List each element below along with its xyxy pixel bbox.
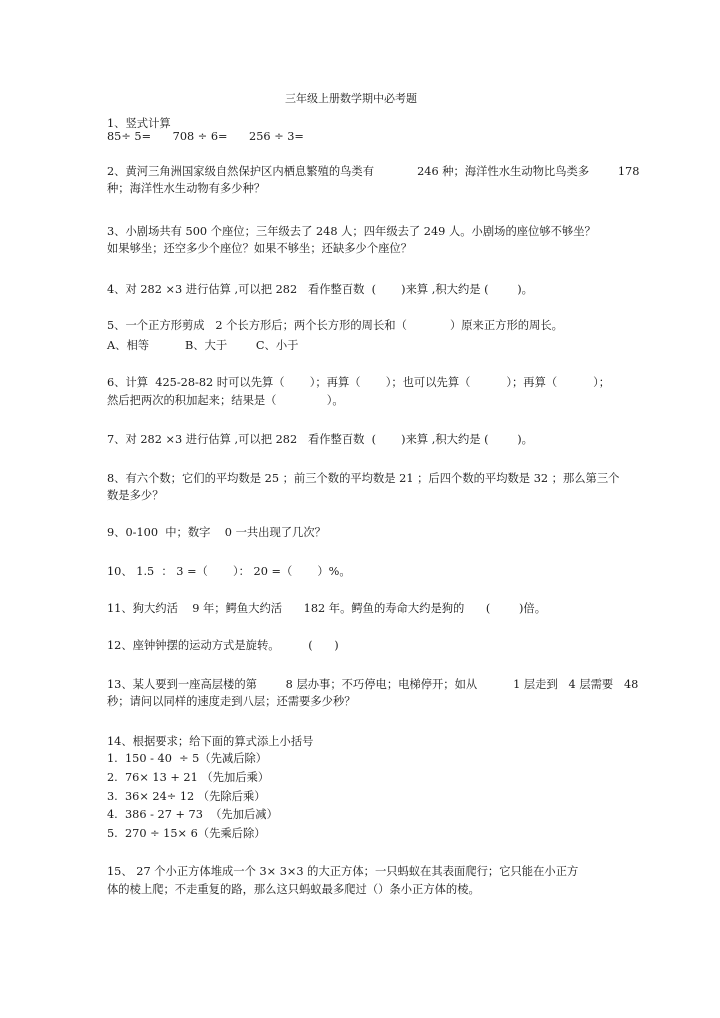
text-line: 3、小剧场共有 500 个座位；三年级去了 248 人；四年级去了 249 人。小剧场的座位够不够坐？: [107, 225, 596, 238]
text-line: 5. 270 ÷ 15× 6（先乘后除）: [107, 827, 266, 840]
text-line: 种；海洋性水生动物有多少种？: [107, 182, 266, 195]
text-line: 5、一个正方形剪成 2 个长方形后；两个长方形的周长和（ ）原来正方形的周长。: [107, 319, 563, 332]
text-line: 3. 36× 24÷ 12 （先除后乘）: [107, 790, 266, 803]
text-line: 如果够坐；还空多少个座位？如果不够坐；还缺多少个座位？: [107, 242, 413, 255]
text-line: 然后把两次的积加起来；结果是（ ）。: [107, 394, 344, 407]
text-line: 6、计算 425-28-82 时可以先算（ ）；再算（ ）；也可以先算（ ）；再算（ ）；: [107, 376, 611, 389]
text-line: 4、对 282 ×3 进行估算 ,可以把 282 看作整百数 ( )来算 ,积大约是 ( )。: [107, 283, 533, 296]
text-line: 2. 76× 13 + 21 （先加后乘）: [107, 771, 270, 784]
text-line: 14、根据要求；给下面的算式添上小括号: [107, 735, 314, 748]
text-line: 数是多少？: [107, 489, 164, 502]
text-line: 体的棱上爬；不走重复的路，那么这只蚂蚁最多爬过（）条小正方体的棱。: [107, 883, 480, 896]
text-line: 9、0-100 中；数字 0 一共出现了几次？: [107, 526, 326, 539]
text-line: 7、对 282 ×3 进行估算 ,可以把 282 看作整百数 ( )来算 ,积大约是 ( )。: [107, 433, 533, 446]
text-line: 4. 386 - 27 + 73 （先加后减）: [107, 808, 278, 821]
text-line: A、相等 B、大于 C、小于: [107, 339, 299, 352]
text-line: 11、狗大约活 9 年；鳄鱼大约活 182 年。鳄鱼的寿命大约是狗的 ( )倍。: [107, 602, 547, 615]
text-line: 13、某人要到一座高层楼的第 8 层办事；不巧停电；电梯停开；如从 1 层走到 4 层需要 48: [107, 678, 639, 691]
text-line: 85÷ 5= 708 ÷ 6= 256 ÷ 3=: [107, 130, 304, 143]
text-line: 10、 1.5 ： 3 =（ ）： 20 =（ ）%。: [107, 565, 351, 578]
text-line: 12、座钟钟摆的运动方式是旋转。 ( ): [107, 639, 339, 652]
text-line: 1、竖式计算: [107, 117, 171, 130]
text-line: 2、黄河三角洲国家级自然保护区内栖息繁殖的鸟类有 246 种；海洋性水生动物比鸟类多 178: [107, 165, 640, 178]
text-line: 8、有六个数；它们的平均数是 25 ；前三个数的平均数是 21 ；后四个数的平均数是 32 ；那么第三个: [107, 472, 620, 485]
text-line: 1. 150 - 40 ÷ 5（先减后除）: [107, 752, 268, 765]
text-line: 秒；请问以同样的速度走到八层；还需要多少秒？: [107, 695, 356, 708]
document-title: 三年级上册数学期中必考题: [285, 92, 417, 105]
text-line: 15、 27 个小正方体堆成一个 3× 3×3 的大正方体；一只蚂蚁在其表面爬行；它只能在小正方: [107, 865, 579, 878]
